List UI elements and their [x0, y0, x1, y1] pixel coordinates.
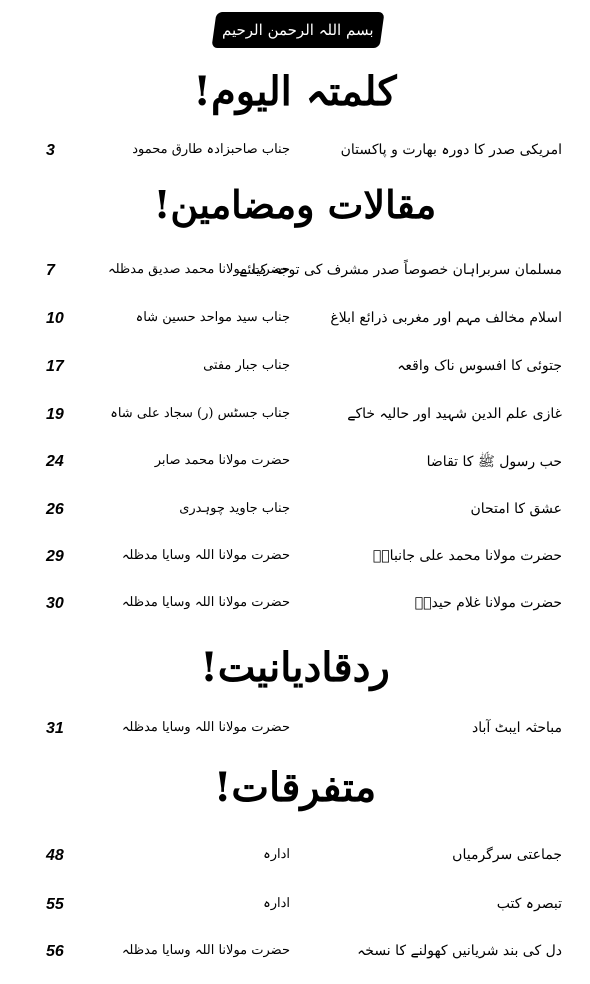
section-heading-mutafarriqat: متفرقات! — [213, 764, 377, 811]
toc-title: دل کی بند شریانیں کھولنے کا نسخہ — [357, 943, 562, 959]
bismillah-text: بسم اللہ الرحمن الرحیم — [222, 21, 374, 39]
toc-row — [0, 142, 590, 170]
toc-author: ادارہ — [263, 896, 290, 911]
toc-author: جناب جبار مفتی — [203, 358, 290, 373]
toc-row — [0, 943, 590, 971]
toc-row — [0, 720, 590, 748]
toc-page: 30 — [46, 595, 64, 612]
toc-row — [0, 501, 590, 529]
toc-row — [0, 262, 590, 290]
toc-row — [0, 548, 590, 576]
toc-title: امریکی صدر کا دورہ بھارت و پاکستان — [340, 142, 562, 158]
toc-row — [0, 896, 590, 924]
toc-author: حضرت مولانا اللہ وسایا مدظلہ — [121, 720, 290, 735]
toc-title: مسلمان سربراہان خصوصاً صدر مشرف کی توجہ کیلئے — [239, 262, 562, 278]
toc-row — [0, 310, 590, 338]
toc-title: مباحثہ ایبٹ آباد — [471, 720, 562, 736]
toc-author: حضرت مولانا محمد صابر — [154, 453, 290, 468]
toc-author: جناب سید مواحد حسین شاہ — [135, 310, 290, 325]
toc-author: حضرت مولانا اللہ وسایا مدظلہ — [121, 595, 290, 610]
toc-page: 3 — [46, 142, 55, 159]
toc-page: 29 — [46, 548, 64, 565]
toc-title: اسلام مخالف مہم اور مغربی ذرائع ابلاغ — [330, 310, 562, 326]
toc-row — [0, 847, 590, 875]
toc-title: حضرت مولانا محمد علی جانبازؒ — [372, 548, 562, 564]
toc-title: تبصرہ کتب — [496, 896, 562, 912]
toc-row — [0, 358, 590, 386]
toc-page: 48 — [46, 847, 64, 864]
toc-title: عشق کا امتحان — [470, 501, 562, 517]
section-heading-maqalat: مقالات ومضامین! — [153, 182, 437, 227]
toc-author: جناب صاحبزادہ طارق محمود — [132, 142, 290, 157]
toc-title: غازی علم الدین شہید اور حالیہ خاکے — [347, 406, 562, 422]
toc-row — [0, 595, 590, 623]
toc-page: 7 — [46, 262, 55, 279]
toc-author: جناب جسٹس (ر) سجاد علی شاہ — [110, 406, 290, 421]
toc-page: 31 — [46, 720, 64, 737]
toc-row — [0, 453, 590, 481]
toc-page: 26 — [46, 501, 64, 518]
toc-row — [0, 406, 590, 434]
toc-page: 55 — [46, 896, 64, 913]
toc-page: 17 — [46, 358, 64, 375]
toc-author: حضرت مولانا محمد صدیق مدظلہ — [108, 262, 290, 277]
toc-author: ادارہ — [263, 847, 290, 862]
toc-title: جماعتی سرگرمیاں — [452, 847, 562, 863]
toc-page: 10 — [46, 310, 64, 327]
toc-author: حضرت مولانا اللہ وسایا مدظلہ — [121, 943, 290, 958]
toc-page: 24 — [46, 453, 64, 470]
toc-page: 19 — [46, 406, 64, 423]
section-heading-kalimat: کلمتہ الیوم! — [193, 68, 397, 115]
toc-author: حضرت مولانا اللہ وسایا مدظلہ — [121, 548, 290, 563]
toc-author: جناب جاوید چوہدری — [179, 501, 290, 516]
section-heading-radd-qadianiyat: ردقادیانیت! — [200, 644, 390, 691]
bismillah-banner — [211, 12, 384, 48]
toc-title: حب رسول ﷺ کا تقاضا — [426, 454, 562, 470]
toc-title: حضرت مولانا غلام حیدرؒ — [414, 595, 562, 611]
toc-page: 56 — [46, 943, 64, 960]
toc-title: جتوئی کا افسوس ناک واقعہ — [397, 358, 562, 374]
